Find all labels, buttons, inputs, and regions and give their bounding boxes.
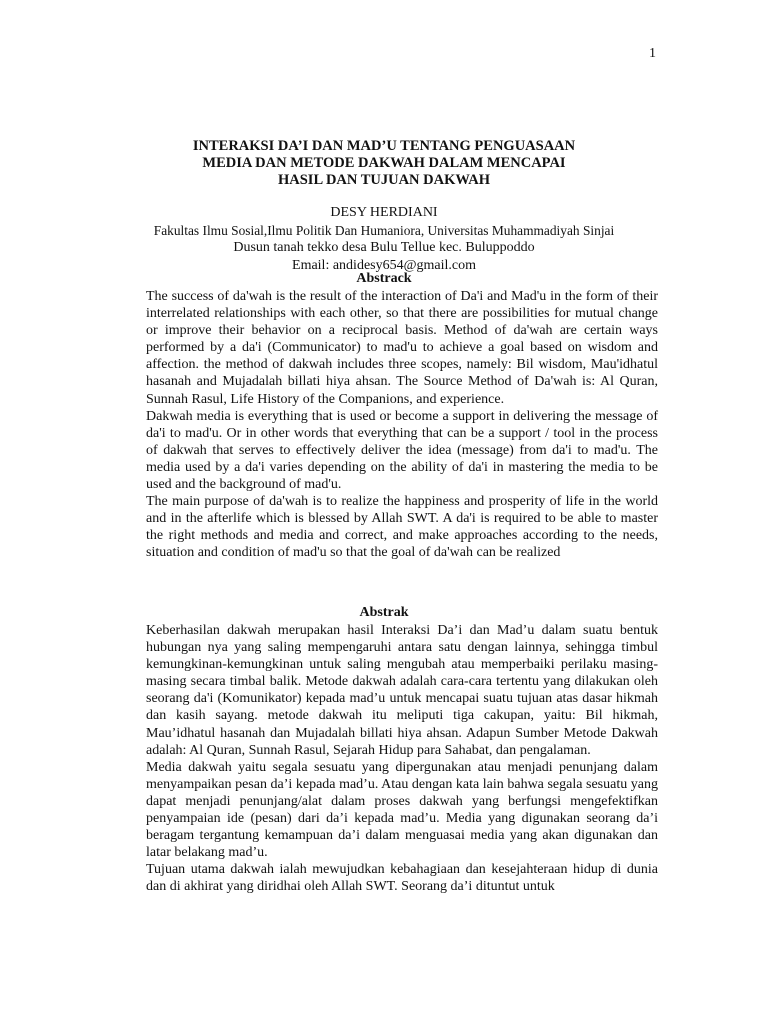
- abstract-id-paragraph: Keberhasilan dakwah merupakan hasil Interaksi Da’i dan Mad’u dalam suatu bentuk hubungan nya yang saling mempengaruhi antara satu dengan lainnya, sehingga timbul kemungkinan-kemungkinan untuk saling mengubah atau memperbaiki perilaku masing- masing secara timbal balik. Metode dakwah adalah cara-cara tertentu yang dilakukan oleh seorang da'i (Komunikator) kepada mad’u untuk mencapai suatu tujuan atas dasar hikmah dan kasih sayang. metode dakwah itu meliputi tiga cakupan, yaitu: Bil hikmah, Mau’idhatul hasanah dan Mujadalah billati hiya ahsan. Adapun Sumber Metode Dakwah adalah: Al Quran, Sunnah Rasul, Sejarah Hidup para Sahabat, dan pengalaman.: [146, 623, 658, 758]
- title-line: MEDIA DAN METODE DAKWAH DALAM MENCAPAI: [202, 155, 566, 171]
- abstract-en-paragraph: Dakwah media is everything that is used or become a support in delivering the message of da'i to mad'u. Or in other words that everything that can be a support / tool in the process of dakwah that serves to effectively deliver the idea (message) from da'i to mad'u. The media used by a da'i varies depending on the ability of da'i in mastering the media to be used and the background of mad'u.: [146, 408, 658, 493]
- abstract-id-paragraph: Tujuan utama dakwah ialah mewujudkan kebahagiaan dan kesejahteraan hidup di dunia dan di akhirat yang diridhai oleh Allah SWT. Seorang da’i dituntut untuk: [146, 862, 658, 895]
- author-address: Dusun tanah tekko desa Bulu Tellue kec. Buluppoddo: [233, 240, 535, 255]
- title-line: HASIL DAN TUJUAN DAKWAH: [277, 172, 491, 188]
- author-name: DESY HERDIANI: [330, 205, 438, 220]
- title-line: INTERAKSI DA’I DAN MAD’U TENTANG PENGUASAAN: [192, 138, 576, 154]
- abstract-id-body: [146, 622, 658, 896]
- abstract-id-heading: Abstrak: [359, 605, 409, 620]
- abstract-en-paragraph: The main purpose of da'wah is to realize the happiness and prosperity of life in the world and in the afterlife which is blessed by Allah SWT. A da'i is required to be able to master the right methods and media and correct, and make approaches according to the needs, situation and condition of mad'u so that the goal of da'wah can be realized: [146, 494, 658, 561]
- abstract-id-paragraph: Media dakwah yaitu segala sesuatu yang dipergunakan atau menjadi penunjang dalam menyampaikan pesan da’i kepada mad’u. Atau dengan kata lain bahwa segala sesuatu yang dapat menjadi penunjang/alat dalam proses dakwah yang berfungsi mengefektifkan penyampaian ide (pesan) dari da’i kepada mad’u. Media yang digunakan seorang da’i beragam tergantung kemampuan da’i dalam menguasai media yang akan digunakan dan latar belakang mad’u.: [146, 759, 658, 861]
- page-number: 1: [649, 46, 656, 61]
- author-email: Email: andidesy654@gmail.com: [292, 257, 476, 273]
- abstract-en-body: [146, 288, 658, 562]
- abstract-en-paragraph: The success of da'wah is the result of the interaction of Da'i and Mad'u in the form of their interrelated relationships with each other, so that there are possibilities for mutual change or improve their behavior on a reciprocal basis. Method of da'wah are certain ways performed by a da'i (Communicator) to mad'u to achieve a goal based on wisdom and affection. the method of dakwah includes three scopes, namely: Bil wisdom, Mau'idhatul hasanah and Mujadalah billati hiya ahsan. The Source Method of Da'wah is: Al Quran, Sunnah Rasul, Life History of the Companions, and experience.: [146, 289, 658, 407]
- author-affiliation: Fakultas Ilmu Sosial,Ilmu Politik Dan Humaniora, Universitas Muhammadiyah Sinjai: [153, 222, 615, 238]
- author-block: [0, 204, 768, 274]
- paper-title: [0, 138, 768, 189]
- abstract-en-heading: Abstrack: [356, 271, 412, 286]
